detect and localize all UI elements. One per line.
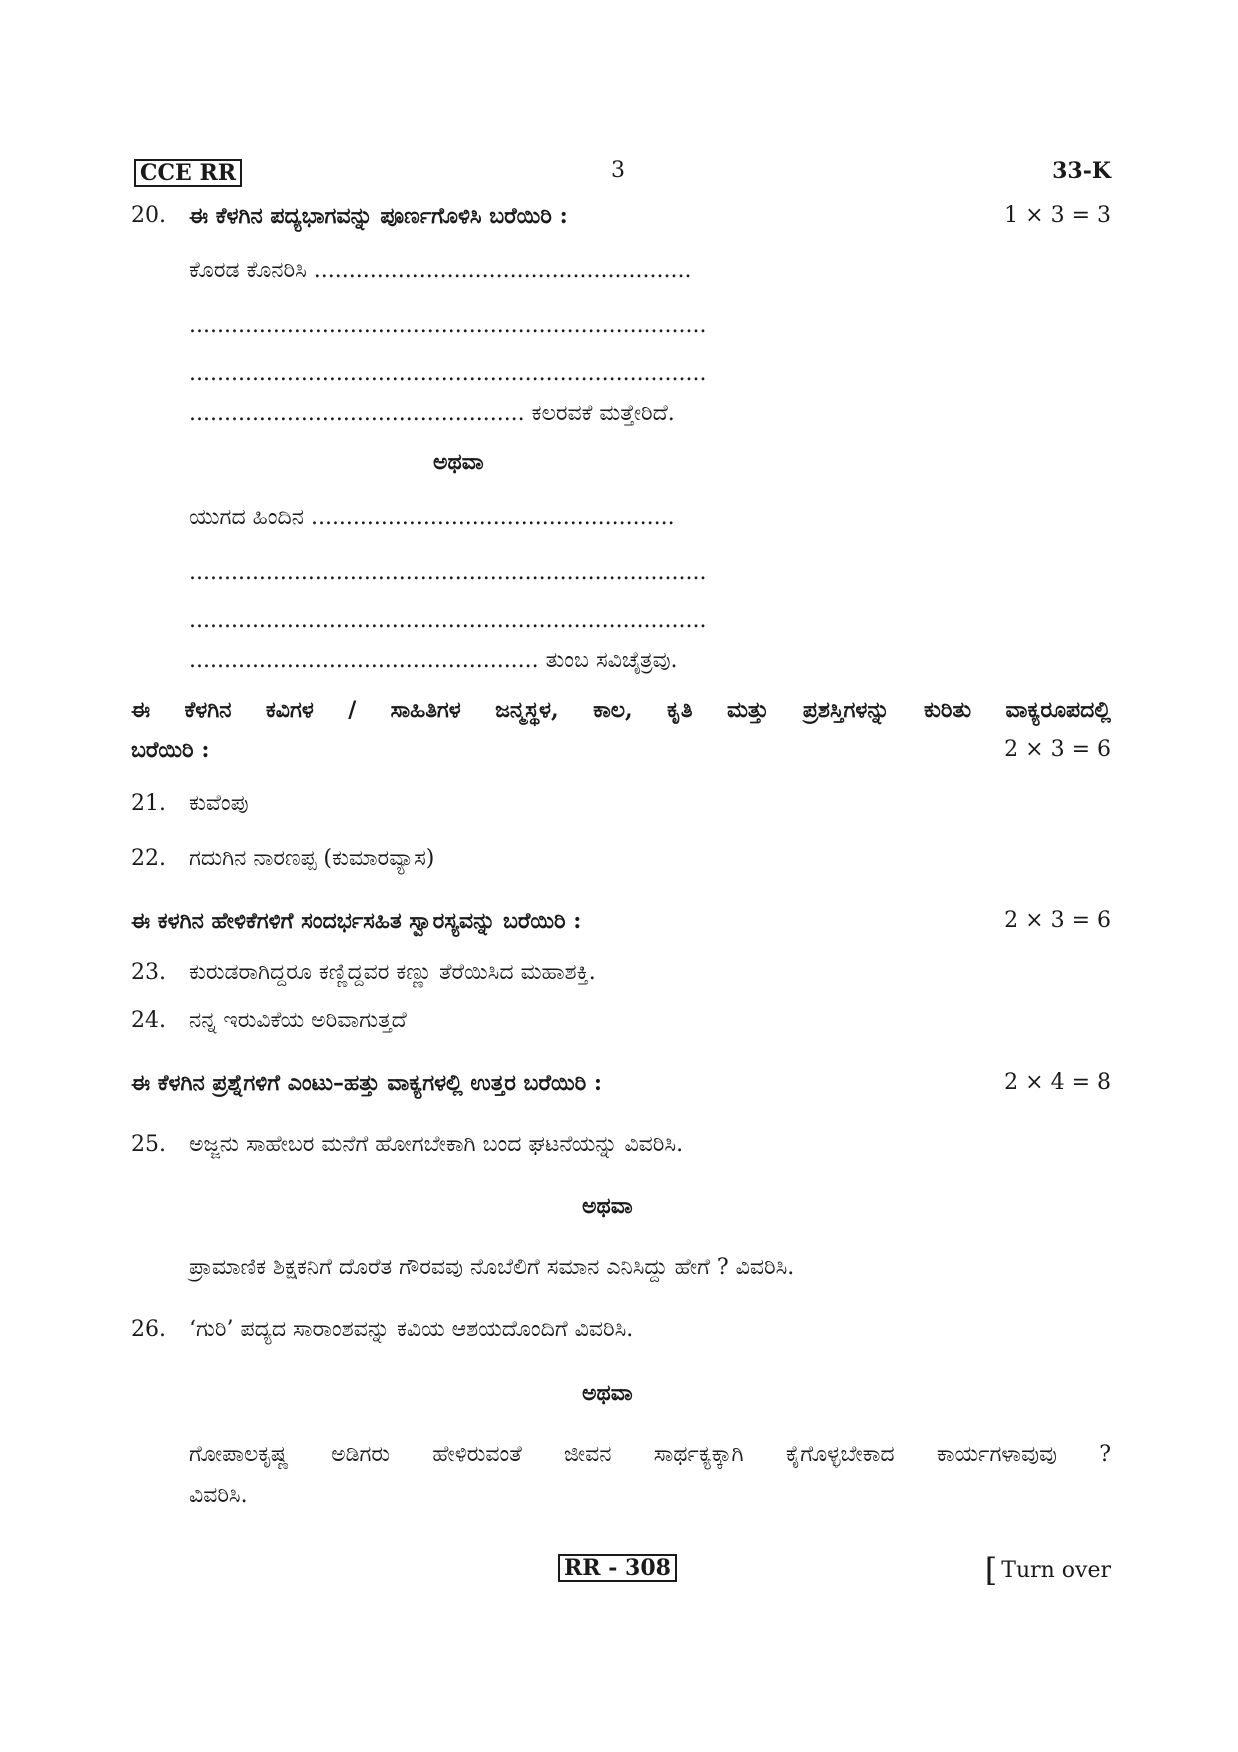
q26-alternative-text-line-2: ವಿವರಿಸಿ. xyxy=(189,1483,248,1508)
page-number: 3 xyxy=(611,158,625,183)
footer-code: RR - 308 xyxy=(558,1554,677,1582)
q20-or-label: ಅಥವಾ xyxy=(433,449,484,475)
question-text-21: ಕುವೆಂಪು xyxy=(189,791,249,816)
section-long-instruction: ಈ ಕೆಳಗಿನ ಪ್ರಶ್ನೆಗಳಿಗೆ ಎಂಟು–ಹತ್ತು ವಾಕ್ಯಗಳಲ್ಲಿ ಉತ್ತರ ಬರೆಯಿರಿ : xyxy=(131,1070,602,1096)
section-context-instruction: ಈ ಕಳಗಿನ ಹೇಳಿಕೆಗಳಿಗೆ ಸಂದರ್ಭಸಹಿತ ಸ್ವಾರಸ್ಯವನ್ನು ಬರೆಯಿರಿ : xyxy=(131,908,582,934)
section-poets-instruction-line-1: ಈ ಕೆಳಗಿನ ಕವಿಗಳ / ಸಾಹಿತಿಗಳ ಜನ್ಮಸ್ಥಳ, ಕಾಲ, ಕೃತಿ ಮತ್ತು ಪ್ರಶಸ್ತಿಗಳನ್ನು ಕುರಿತು ವಾಕ್ಯರೂಪದಲ್ಲಿ xyxy=(131,697,1111,723)
question-number-26: 26. xyxy=(131,1317,166,1342)
question-number-24: 24. xyxy=(131,1008,166,1033)
question-number-22: 22. xyxy=(131,846,166,871)
turn-over-bracket: [ xyxy=(984,1551,998,1589)
question-text-26: ‘ಗುರಿ’ ಪದ್ಯದ ಸಾರಾಂಶವನ್ನು ಕವಿಯ ಆಶಯದೊಂದಿಗೆ ವಿವರಿಸಿ. xyxy=(189,1317,634,1342)
section-long-marks: 2 × 4 = 8 xyxy=(1004,1070,1111,1095)
question-number-25: 25. xyxy=(131,1132,166,1157)
q26-or-label: ಅಥವಾ xyxy=(582,1380,633,1406)
q20-instruction: ಈ ಕೆಳಗಿನ ಪದ್ಯಭಾಗವನ್ನು ಪೂರ್ಣಗೊಳಿಸಿ ಬರೆಯಿರಿ : xyxy=(189,203,568,229)
q20-option-a-line-4: ................................................ ಕಲರವಕೆ ಮತ್ತೇರಿದೆ. xyxy=(189,401,675,426)
question-number-21: 21. xyxy=(131,791,166,816)
q20-option-a-line-1: ಕೊರಡ ಕೊನರಿಸಿ ...................................................... xyxy=(189,258,692,283)
section-poets-marks: 2 × 3 = 6 xyxy=(1004,737,1111,762)
header-left-code: CCE RR xyxy=(134,159,242,187)
q25-or-label: ಅಥವಾ xyxy=(582,1193,633,1219)
question-number-23: 23. xyxy=(131,960,166,985)
q20-option-b-line-2: .......................................................................... xyxy=(189,560,707,585)
turn-over-text: Turn over xyxy=(1001,1558,1111,1583)
q25-alternative-text: ಪ್ರಾಮಾಣಿಕ ಶಿಕ್ಷಕನಿಗೆ ದೊರೆತ ಗೌರವವು ನೊಬೆಲಿಗೆ ಸಮಾನ ಎನಿಸಿದ್ದು ಹೇಗೆ ? ವಿವರಿಸಿ. xyxy=(189,1255,795,1280)
q20-marks: 1 × 3 = 3 xyxy=(1004,203,1111,228)
header-right-code: 33-K xyxy=(1052,158,1111,184)
question-text-22: ಗದುಗಿನ ನಾರಣಪ್ಪ (ಕುಮಾರವ್ಯಾಸ) xyxy=(189,846,435,871)
section-poets-instruction-line-2: ಬರೆಯಿರಿ : xyxy=(131,737,210,763)
turn-over-note xyxy=(984,1551,1111,1589)
q20-option-a-line-3: .......................................................................... xyxy=(189,361,707,386)
q20-option-b-line-4: .................................................. ತುಂಬ ಸವಿಚೈತ್ರವು. xyxy=(189,648,678,673)
question-text-23: ಕುರುಡರಾಗಿದ್ದರೂ ಕಣ್ಣಿದ್ದವರ ಕಣ್ಣು ತೆರೆಯಿಸಿದ ಮಹಾಶಕ್ತಿ. xyxy=(189,960,596,985)
question-text-25: ಅಜ್ಜನು ಸಾಹೇಬರ ಮನೆಗೆ ಹೋಗಬೇಕಾಗಿ ಬಂದ ಘಟನೆಯನ್ನು ವಿವರಿಸಿ. xyxy=(189,1132,684,1157)
q20-option-b-line-3: .......................................................................... xyxy=(189,608,707,633)
section-context-marks: 2 × 3 = 6 xyxy=(1004,908,1111,933)
q20-option-b-line-1: ಯುಗದ ಹಿಂದಿನ .................................................... xyxy=(189,505,675,530)
q20-option-a-line-2: .......................................................................... xyxy=(189,313,707,338)
q26-alternative-text-line-1: ಗೋಪಾಲಕೃಷ್ಣ ಅಡಿಗರು ಹೇಳಿರುವಂತೆ ಜೀವನ ಸಾರ್ಥಕ್ಯಕ್ಕಾಗಿ ಕೈಗೊಳ್ಳಬೇಕಾದ ಕಾರ್ಯಗಳಾವುವು ? xyxy=(189,1442,1111,1467)
question-number-20: 20. xyxy=(131,203,166,228)
question-text-24: ನನ್ನ ಇರುವಿಕೆಯ ಅರಿವಾಗುತ್ತದೆ xyxy=(189,1008,407,1033)
